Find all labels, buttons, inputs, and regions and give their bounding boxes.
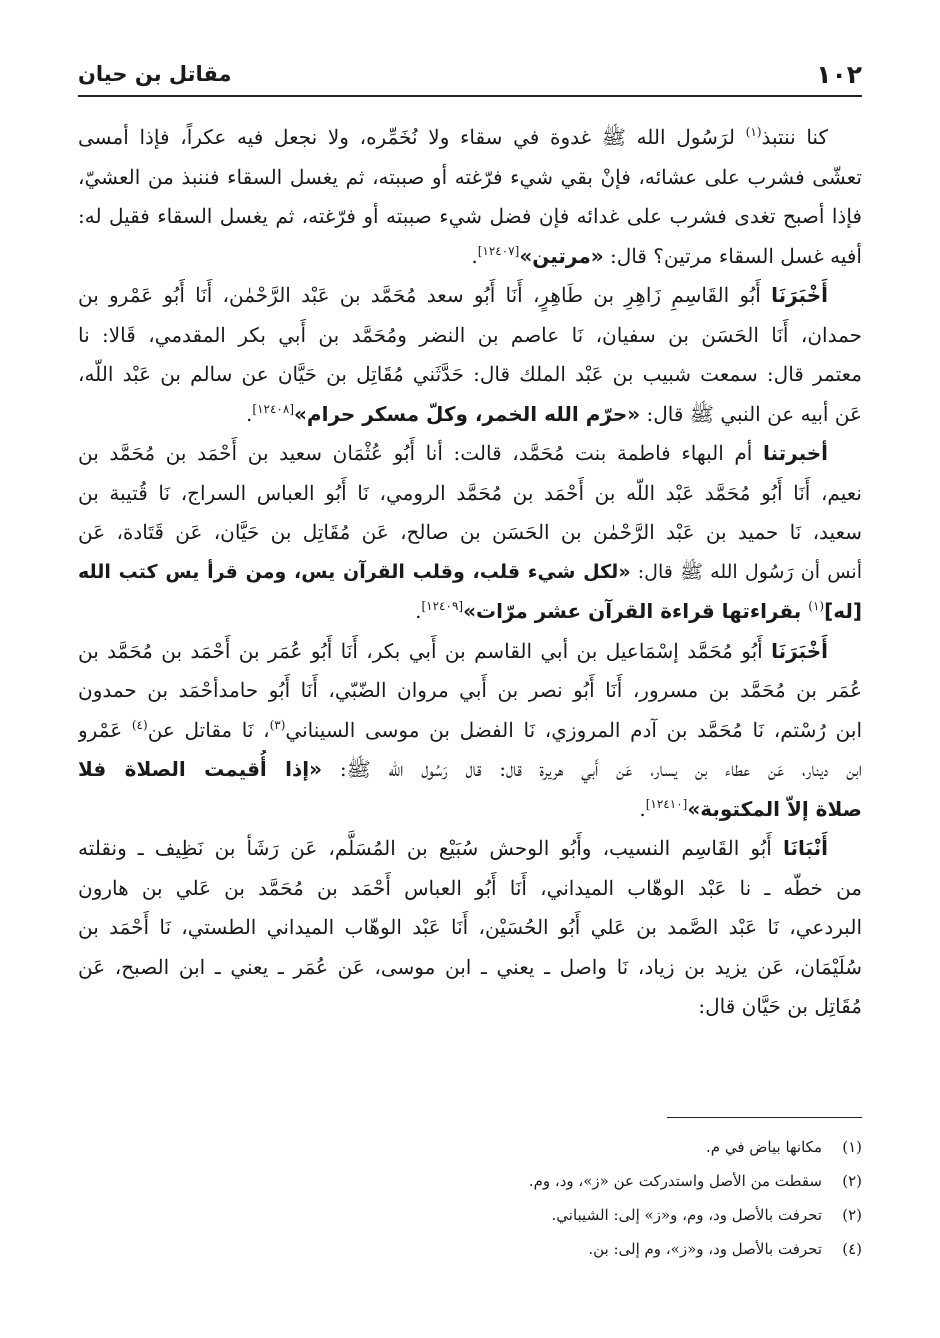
footnote-item [78,1232,862,1266]
text-line: ابن رُسْتم، نَا مُحَمَّد بن آدم المروزي، نَا الفضل بن موسى السيناني$^{(٣)}$، نَا مقاتل عن$^{(٤)}$ عَمْرو [78,717,862,742]
footnote-number: (٢) [842,1172,862,1190]
text-line: تعشّى فشرب على عشائه، فإنْ بقي شيء فرّغته أو صببته، ثم يغسل السقاء فننبذ من العشيّ، [78,164,862,189]
hadith-text: «لكل شيء قلب، وقلب القرآن يس، ومن قرأ يس كتب الله [78,560,631,583]
footnote-number: (٢) [842,1206,862,1224]
running-title: مقاتل بن حيان [78,62,232,86]
hadith-text: «حرّم الله الخمر، وكلّ مسكر حرام» [294,401,641,426]
footnote-ref[interactable]: (١) [745,125,762,139]
text-line: أفيه غسل السقاء مرتين؟ قال: «مرتين»[١٢٤٠٧]. [471,243,862,268]
hadith-number: [١٢٤٠٧] [477,243,520,258]
hadith-number: [١٢٤٠٨] [252,401,295,416]
text-line: أنس أن رَسُول الله ﷺ قال: «لكل شيء قلب، وقلب القرآن يس، ومن قرأ يس كتب الله [78,560,862,583]
footnote-number: (١) [842,1138,862,1156]
hadith-text: بقراءتها قراءة القرآن عشر مرّات» [463,599,809,623]
text-line: صلاة إلاّ المكتوبة»[١٢٤١٠]. [639,796,862,821]
footnote-text: تحرفت بالأصل ود، وم، و«ز» إلى: الشيباني. [551,1206,822,1224]
footnote-number: (٤) [842,1240,862,1258]
footnote-text: سقطت من الأصل واستدركت عن «ز»، ود، وم. [528,1172,822,1190]
page-number: ١٠٢ [816,60,862,89]
text-line: [له]$^{(١)}$ بقراءتها قراءة القرآن عشر مرّات»[١٢٤٠٩]. [415,599,862,623]
footnote-separator [667,1117,862,1118]
hadith-text: صلاة إلاّ المكتوبة» [687,796,862,821]
footnote-item [78,1130,862,1164]
page-header [78,52,862,92]
text-line: حمدان، أَنَا الحَسَن بن سفيان، نَا عاصم بن النضر ومُحَمَّد بن أَبي بكر المقدمي، قَالا: نا [78,322,862,347]
text-line: البردعي، نَا عَبْد الصَّمد بن عَلي أَبُو الحُسَيْن، أَنَا عَبْد الوهّاب الميداني الطستي، نَا أَحْمَد بن [78,915,862,939]
hadith-text: «إذا أُقيمت الصلاة فلا [78,757,323,781]
text-line: مُقَاتِل بن حَيَّان قال: [698,994,862,1018]
footnote-text: مكانها بياض في م. [706,1138,822,1156]
isnad-opener: أخبرتنا [762,441,828,465]
isnad-opener: أَنْبَانَا [782,836,828,860]
footnote-item [78,1198,862,1232]
hadith-number: [١٢٤٠٩] [421,599,464,613]
footnote-ref[interactable]: (٤) [131,717,148,732]
hadith-text: «مرتين» [519,243,604,268]
text-line: أَخْبَرَنَا أَبُو القَاسِمِ زَاهِرِ بن طَاهِرٍ، أَنَا أَبُو سعد مُحَمَّد بن عَبْد الرَّحْمٰن، أَنَا أَبُو عَمْرو بن [78,283,828,307]
isnad-opener: أَخْبَرَنَا [771,638,828,663]
text-line: سُلَيْمَان، عَن يزيد بن زياد، نَا واصل ـ يعني ـ ابن موسى، عَن عُمَر ـ يعني ـ ابن الصبح، عَن [78,954,862,979]
footnotes [78,1130,862,1266]
text-line: أَخْبَرَنَا أَبُو مُحَمَّد إسْمَاعيل بن أبي القاسم بن أَبي بكر، أَنَا أَبُو عُمَر بن أَحْمَد بن مُحَمَّد بن [78,638,828,663]
hadith-number: [١٢٤١٠] [645,796,688,811]
text-line: أخبرتنا أم البهاء فاطمة بنت مُحَمَّد، قالت: أنا أَبُو عُثْمَان سعيد بن أَحْمَد بن مُحَمَّد بن [78,441,828,465]
text-line: سعيد، نَا حميد بن عَبْد الرَّحْمٰن بن الحَسَن بن صالح، عَن مُقَاتِل بن حَيَّان، عَن قَتَادة، عَن [78,520,862,544]
text-line: عُمَر بن مُحَمَّد بن مسرور، أَنَا أَبُو نصر بن أَبي مروان الضّبّي، أَنَا أَبُو حامدأحْمَد بن حمدون [78,678,862,702]
main-text [78,118,862,1027]
text-line: نعيم، أَنَا أَبُو مُحَمَّد عَبْد اللّه بن أَحْمَد بن مُحَمَّد الرومي، نَا أَبُو العباس السراج، نَا قُتيبة بن [78,480,862,505]
header-rule [78,95,862,97]
text-line: ابن دينار، عَن عطاء بن يسار، عَن أَبي هريرة قال: قال رَسُول الله ﷺ: «إذا أُقيمت الصلاة فلا [78,757,862,781]
text-line: فإذا أصبح تغدى فشرب على غدائه فإن فضل شيء صببته أو فرّغته، ثم يغسل السقاء فقيل له: [78,204,862,228]
isnad-opener: أَخْبَرَنَا [771,283,828,307]
footnote-ref[interactable]: (١) [808,599,825,613]
text-line: أَنْبَانَا أَبُو القَاسِم النسيب، وأَبُو الوحش سُبَيْع بن المُسَلَّم، عَن رَشَأ بن نَظِيف ـ ونقلته [78,836,828,860]
footnote-item [78,1164,862,1198]
footnote-ref[interactable]: (٣) [269,717,286,732]
text-line: عَن أبيه عن النبي ﷺ قال: «حرّم الله الخمر، وكلّ مسكر حرام»[١٢٤٠٨]. [246,401,862,426]
text-line: معتمر قال: سمعت شبيب بن عَبْد الملك قال: حَدَّثَني مُقَاتِل بن حَيَّان عن سالم بن عَبْد اللّه، [78,362,862,386]
text-line: كنا ننتبذ$^{(١)}$ لرَسُول الله ﷺ غدوة في سقاء ولا نُخَمِّره، ولا نجعل فيه عكراً، فإذا أمسى [78,125,828,149]
text-line: من خطّه ـ نا عَبْد الوهّاب الميداني، أَنَا أَبُو العباس أَحْمَد بن مُحَمَّد بن عَلي بن هارون [78,875,862,900]
footnote-text: تحرفت بالأصل ود، و«ز»، وم إلى: بن. [588,1240,822,1258]
